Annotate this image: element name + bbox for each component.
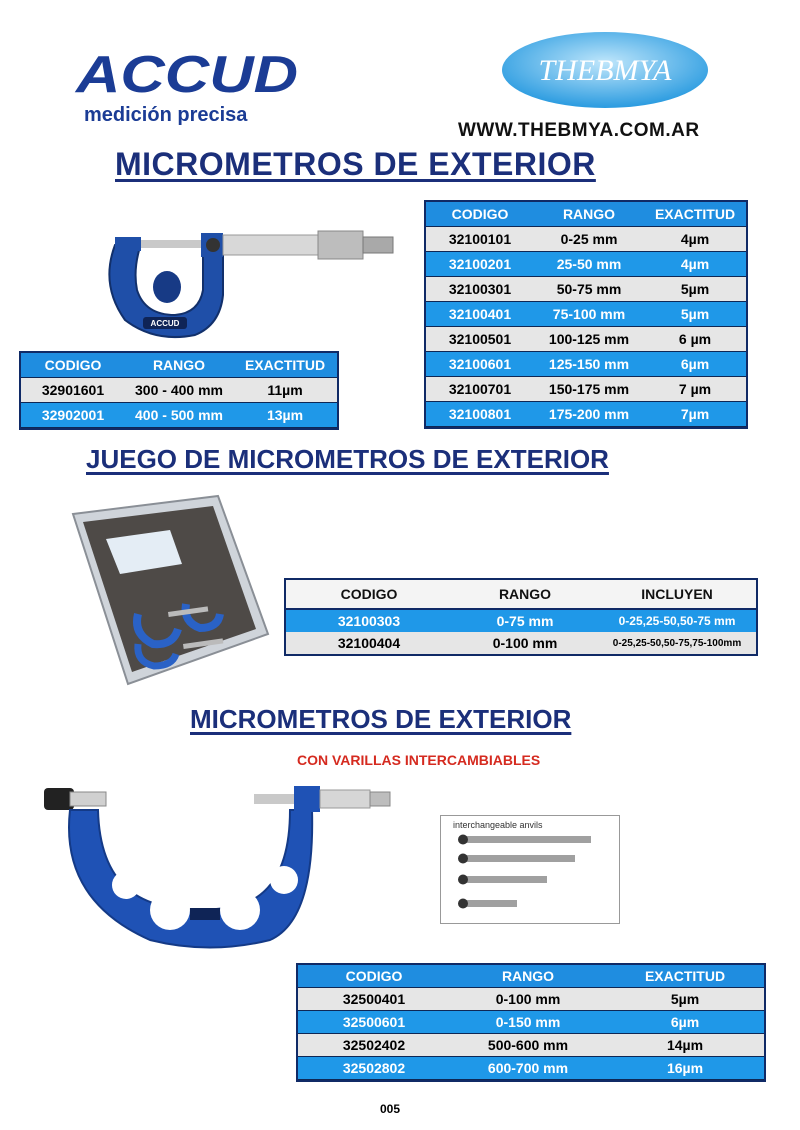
- accud-logo: [74, 48, 304, 98]
- svg-text:ACCUD: ACCUD: [74, 48, 299, 98]
- code-cell: 32100404: [286, 632, 452, 654]
- includes-cell: 0-25,25-50,50-75 mm: [598, 609, 756, 632]
- range-cell: 400 - 500 mm: [125, 403, 233, 428]
- website-url: WWW.THEBMYA.COM.AR: [458, 120, 700, 141]
- table-header-row: [286, 580, 756, 609]
- col-header-code: CODIGO: [21, 353, 125, 378]
- table-row: [298, 1057, 764, 1080]
- micrometer-set-case-image: [68, 494, 270, 692]
- accuracy-cell: 6µm: [644, 352, 746, 377]
- table-row: [21, 403, 337, 428]
- micrometer-table: [426, 202, 746, 427]
- range-cell: 50-75 mm: [534, 277, 644, 302]
- accuracy-cell: 6 µm: [644, 327, 746, 352]
- range-cell: 125-150 mm: [534, 352, 644, 377]
- table-row: [426, 377, 746, 402]
- col-header-accuracy: EXACTITUD: [644, 202, 746, 227]
- accuracy-cell: 5µm: [644, 302, 746, 327]
- range-cell: 0-100 mm: [450, 988, 606, 1011]
- large-micrometer-image: [40, 780, 400, 950]
- section-title-exterior-micrometers: MICROMETROS DE EXTERIOR: [115, 146, 596, 182]
- code-cell: 32100101: [426, 227, 534, 252]
- col-header-range: RANGO: [125, 353, 233, 378]
- accuracy-cell: 5µm: [606, 988, 764, 1011]
- table-row: [426, 402, 746, 427]
- table-row: [426, 227, 746, 252]
- accuracy-cell: 16µm: [606, 1057, 764, 1080]
- col-header-range: RANGO: [452, 580, 598, 609]
- table-row: [298, 1011, 764, 1034]
- code-cell: 32100303: [286, 609, 452, 632]
- svg-text:THEBMYA: THEBMYA: [538, 54, 672, 87]
- table-row: [286, 609, 756, 632]
- code-cell: 32100201: [426, 252, 534, 277]
- range-cell: 500-600 mm: [450, 1034, 606, 1057]
- thebmya-logo: [500, 30, 710, 110]
- section-title-micrometer-set: JUEGO DE MICROMETROS DE EXTERIOR: [86, 444, 609, 474]
- range-cell: 0-75 mm: [452, 609, 598, 632]
- code-cell: 32502802: [298, 1057, 450, 1080]
- col-header-range: RANGO: [450, 965, 606, 988]
- col-header-code: CODIGO: [298, 965, 450, 988]
- table-row: [286, 632, 756, 654]
- col-header-accuracy: EXACTITUD: [233, 353, 337, 378]
- section-title-interchangeable-anvils: MICROMETROS DE EXTERIOR: [190, 704, 572, 734]
- range-cell: 600-700 mm: [450, 1057, 606, 1080]
- section-subtitle: CON VARILLAS INTERCAMBIABLES: [297, 752, 541, 768]
- large-micrometer-table: [21, 353, 337, 428]
- col-header-range: RANGO: [534, 202, 644, 227]
- code-cell: 32100401: [426, 302, 534, 327]
- range-cell: 0-100 mm: [452, 632, 598, 654]
- code-cell: 32100501: [426, 327, 534, 352]
- table-header-row: [298, 965, 764, 988]
- table-row: [426, 327, 746, 352]
- range-cell: 75-100 mm: [534, 302, 644, 327]
- micrometer-set-table: [286, 580, 756, 654]
- anvils-caption: interchangeable anvils: [453, 820, 543, 830]
- includes-cell: 0-25,25-50,50-75,75-100mm: [598, 632, 756, 654]
- page-number: 005: [380, 1102, 401, 1116]
- accuracy-cell: 7 µm: [644, 377, 746, 402]
- range-cell: 0-150 mm: [450, 1011, 606, 1034]
- accuracy-cell: 7µm: [644, 402, 746, 427]
- table-header-row: [21, 353, 337, 378]
- table-row: [426, 302, 746, 327]
- code-cell: 32502402: [298, 1034, 450, 1057]
- brand-tagline: medición precisa: [84, 104, 248, 126]
- table-row: [426, 352, 746, 377]
- col-header-includes: INCLUYEN: [598, 580, 756, 609]
- table-header-row: [426, 202, 746, 227]
- range-cell: 25-50 mm: [534, 252, 644, 277]
- code-cell: 32500601: [298, 1011, 450, 1034]
- accuracy-cell: 14µm: [606, 1034, 764, 1057]
- col-header-code: CODIGO: [426, 202, 534, 227]
- code-cell: 32100301: [426, 277, 534, 302]
- accuracy-cell: 4µm: [644, 252, 746, 277]
- table-row: [426, 252, 746, 277]
- code-cell: 32100801: [426, 402, 534, 427]
- interchangeable-anvil-micrometer-table: [298, 965, 764, 1080]
- range-cell: 150-175 mm: [534, 377, 644, 402]
- accuracy-cell: 11µm: [233, 378, 337, 403]
- anvil-rods-icon: [441, 816, 619, 923]
- col-header-code: CODIGO: [286, 580, 452, 609]
- code-cell: 32500401: [298, 988, 450, 1011]
- code-cell: 32901601: [21, 378, 125, 403]
- col-header-accuracy: EXACTITUD: [606, 965, 764, 988]
- table-row: [298, 1034, 764, 1057]
- micrometer-image: [95, 225, 415, 345]
- table-row: [298, 988, 764, 1011]
- table-row: [426, 277, 746, 302]
- interchangeable-anvils-image: [440, 815, 620, 924]
- accuracy-cell: 6µm: [606, 1011, 764, 1034]
- range-cell: 100-125 mm: [534, 327, 644, 352]
- range-cell: 0-25 mm: [534, 227, 644, 252]
- svg-text:ACCUD: ACCUD: [150, 319, 180, 328]
- table-row: [21, 378, 337, 403]
- range-cell: 175-200 mm: [534, 402, 644, 427]
- accuracy-cell: 13µm: [233, 403, 337, 428]
- accuracy-cell: 4µm: [644, 227, 746, 252]
- range-cell: 300 - 400 mm: [125, 378, 233, 403]
- code-cell: 32902001: [21, 403, 125, 428]
- accuracy-cell: 5µm: [644, 277, 746, 302]
- code-cell: 32100701: [426, 377, 534, 402]
- code-cell: 32100601: [426, 352, 534, 377]
